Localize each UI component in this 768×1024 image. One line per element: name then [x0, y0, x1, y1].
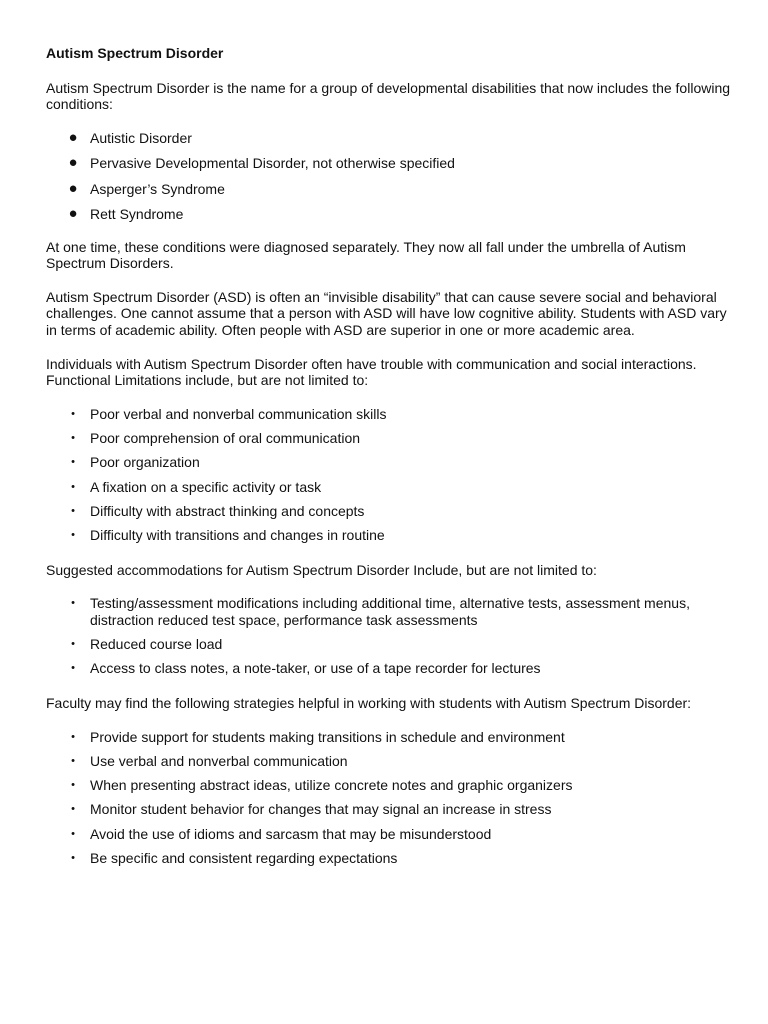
bullet-icon: • — [71, 480, 75, 493]
limitations-list — [46, 406, 736, 544]
accommodations-list — [46, 595, 736, 677]
list-item: ● Asperger’s Syndrome — [68, 179, 225, 197]
bullet-icon: • — [71, 754, 75, 767]
bullet-icon: • — [71, 779, 75, 792]
bullet-icon: • — [71, 803, 75, 816]
document-title: Autism Spectrum Disorder — [46, 45, 224, 61]
list-item: • Poor organization — [46, 454, 736, 471]
strategies-intro-paragraph: Faculty may find the following strategies helpful in working with students with Autism Spectrum Disorder: — [46, 695, 692, 712]
bullet-icon: • — [71, 407, 75, 420]
bullet-icon: ● — [68, 179, 78, 197]
bullet-icon: ● — [68, 204, 78, 222]
list-item: • Reduced course load — [46, 636, 736, 653]
intro-paragraph: Autism Spectrum Disorder is the name for a group of developmental disabilities that now includes the following conditions: — [46, 79, 731, 113]
list-item: • Be specific and consistent regarding expectations — [46, 850, 736, 867]
bullet-icon: • — [71, 456, 75, 469]
list-item: • Difficulty with abstract thinking and concepts — [46, 503, 736, 520]
list-item: • Poor verbal and nonverbal communication skills — [46, 406, 736, 423]
bullet-icon: • — [71, 852, 75, 865]
bullet-icon: • — [71, 638, 75, 651]
list-item: • When presenting abstract ideas, utilize concrete notes and graphic organizers — [46, 777, 736, 794]
conditions-list — [46, 130, 736, 223]
accommodations-intro-paragraph: Suggested accommodations for Autism Spectrum Disorder Include, but are not limited to: — [46, 561, 597, 578]
separate-diagnosis-paragraph: At one time, these conditions were diagnosed separately. They now all fall under the umbrella of Autism Spectrum Disorders. — [46, 238, 686, 272]
bullet-icon: ● — [68, 154, 78, 172]
bullet-icon: • — [71, 431, 75, 444]
list-item: • Testing/assessment modifications including additional time, alternative tests, assessment menus, distraction reduced test space, performance task assessments — [46, 595, 736, 628]
bullet-icon: • — [71, 597, 75, 610]
bullet-icon: ● — [68, 128, 78, 146]
list-item: • Access to class notes, a note-taker, or use of a tape recorder for lectures — [46, 660, 736, 677]
strategies-list — [46, 729, 736, 867]
invisible-disability-paragraph: Autism Spectrum Disorder (ASD) is often an “invisible disability” that can cause severe social and behavioral challenges. One cannot assume that a person with ASD will have low cognitive ability. Students with ASD vary in terms of academic ability. Often people with ASD are superior in one or more academic area. — [46, 288, 727, 338]
list-item: ● Pervasive Developmental Disorder, not otherwise specified — [68, 154, 455, 172]
bullet-icon: • — [71, 730, 75, 743]
list-item: ● Autistic Disorder — [68, 128, 192, 146]
list-item: • Use verbal and nonverbal communication — [46, 753, 736, 770]
bullet-icon: • — [71, 662, 75, 675]
bullet-icon: • — [71, 827, 75, 840]
list-item: ● Rett Syndrome — [68, 204, 184, 222]
list-item: • A fixation on a specific activity or task — [46, 479, 736, 496]
list-item: • Poor comprehension of oral communication — [46, 430, 736, 447]
document-page — [46, 45, 736, 884]
bullet-icon: • — [71, 504, 75, 517]
limitations-intro-paragraph: Individuals with Autism Spectrum Disorder often have trouble with communication and social interactions. Functional Limitations include, but are not limited to: — [46, 355, 697, 389]
list-item: • Provide support for students making transitions in schedule and environment — [46, 729, 736, 746]
list-item: • Avoid the use of idioms and sarcasm that may be misunderstood — [46, 826, 736, 843]
list-item: • Difficulty with transitions and changes in routine — [46, 527, 736, 544]
bullet-icon: • — [71, 529, 75, 542]
list-item: • Monitor student behavior for changes that may signal an increase in stress — [46, 801, 736, 818]
